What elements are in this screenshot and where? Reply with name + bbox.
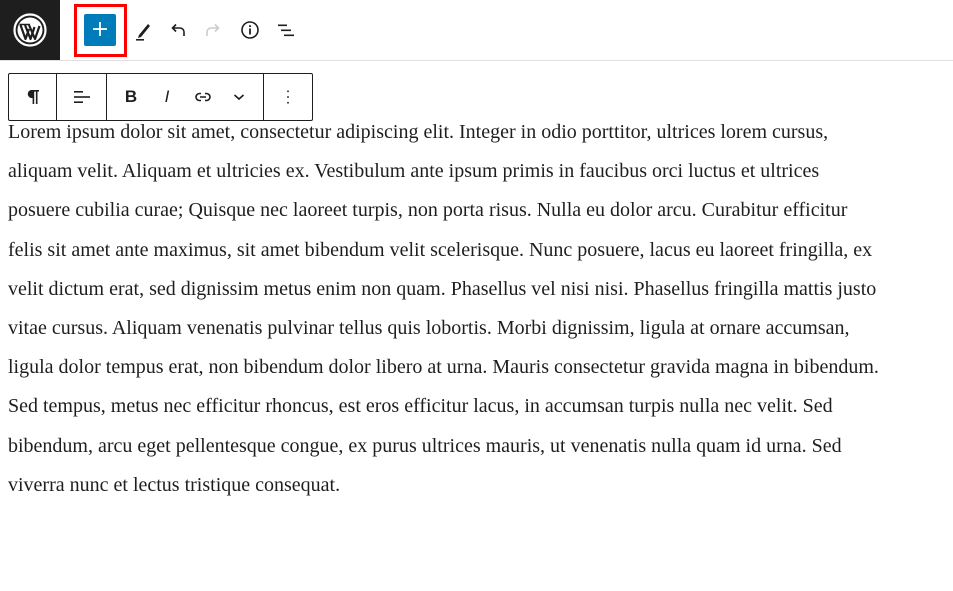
paragraph-line: aliquam velit. Aliquam et ultricies ex. Vestibulum ante ipsum primis in faucibus orci luctus et ultrices xyxy=(8,160,820,183)
wordpress-logo-button[interactable] xyxy=(0,0,60,60)
paragraph-line: viverra nunc et lectus tristique consequat. xyxy=(8,473,341,496)
undo-button[interactable] xyxy=(162,14,194,46)
paragraph-line: velit dictum erat, sed dignissim metus enim non quam. Phasellus vel nisi nisi. Phasellus fringilla mattis justo xyxy=(8,277,877,300)
link-icon xyxy=(191,85,215,109)
paragraph-line: Lorem ipsum dolor sit amet, consectetur adipiscing elit. Integer in odio porttitor, ultrices lorem cursus, xyxy=(8,121,829,143)
block-inserter-button[interactable] xyxy=(84,14,116,46)
italic-icon: I xyxy=(164,87,170,106)
paragraph-icon xyxy=(21,85,45,109)
paragraph-line: bibendum, arcu eget pellentesque congue, ex purus ultrices mauris, ut venenatis nulla quam id urna. Sed xyxy=(8,434,842,457)
pencil-icon xyxy=(130,18,154,42)
redo-button[interactable] xyxy=(197,14,229,46)
paragraph-block[interactable] xyxy=(8,113,953,505)
paragraph-line: posuere cubilia curae; Quisque nec laoreet turpis, non porta risus. Nulla eu dolor arcu. Curabitur efficitur xyxy=(8,199,848,222)
redo-icon xyxy=(201,18,225,42)
wordpress-logo-icon xyxy=(13,13,47,47)
more-vertical-icon xyxy=(276,85,300,109)
align-left-icon xyxy=(70,85,94,109)
info-icon xyxy=(238,18,262,42)
bold-icon: B xyxy=(124,87,138,106)
plus-icon: + xyxy=(90,17,110,42)
paragraph-line: vitae cursus. Aliquam venenatis pulvinar tellus quis lobortis. Morbi dignissim, ligula at ornare accumsan, xyxy=(8,316,850,339)
details-button[interactable] xyxy=(234,14,266,46)
paragraph-line: ligula dolor tempus erat, non bibendum dolor libero at urna. Mauris consectetur gravida magna in bibendum. xyxy=(8,356,879,379)
list-view-icon xyxy=(274,18,298,42)
paragraph-line: felis sit amet ante maximus, sit amet bibendum velit scelerisque. Nunc posuere, lacus eu laoreet fringilla, ex xyxy=(8,238,873,261)
tools-button[interactable] xyxy=(126,14,158,46)
undo-icon xyxy=(166,18,190,42)
list-view-button[interactable] xyxy=(270,14,302,46)
paragraph-line: Sed tempus, metus nec efficitur rhoncus, est eros efficitur lacus, in accumsan turpis nulla nec velit. Sed xyxy=(8,395,833,418)
chevron-down-icon xyxy=(227,85,251,109)
editor-top-toolbar xyxy=(0,0,953,61)
